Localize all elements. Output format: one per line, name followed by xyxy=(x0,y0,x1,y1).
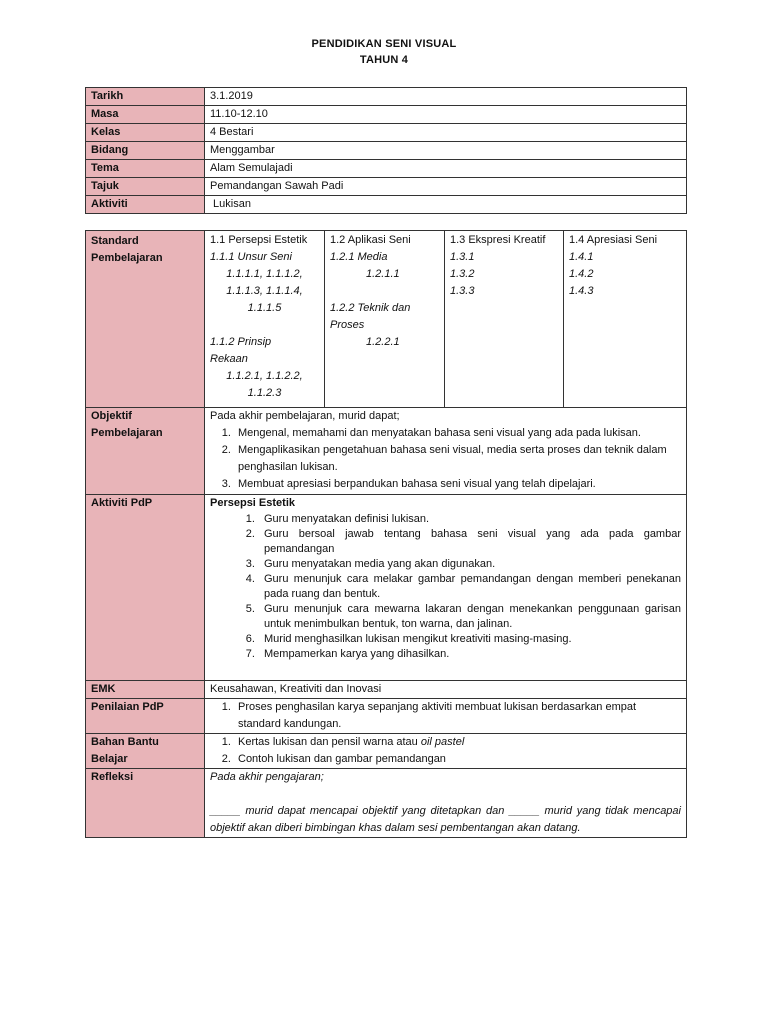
standard-label xyxy=(86,231,205,408)
info-label: Aktiviti xyxy=(86,196,205,214)
standard-items: 1.2.1.1 xyxy=(366,268,400,280)
standard-label-line1: Standard xyxy=(91,235,139,247)
lesson-info-table xyxy=(85,87,687,214)
objektif-row xyxy=(86,408,687,495)
aktiviti-item: 5. Guru menunjuk cara mewarna lakaran dengan menekankan penggunaan garisan untuk menimbulkan bentuk, ton warna, dan jalinan. xyxy=(258,602,681,632)
standard-item: 1.4.3 xyxy=(569,285,594,297)
bahan-row xyxy=(86,734,687,769)
standard-sub: 1.2.2 Teknik dan xyxy=(330,302,411,314)
bahan-label xyxy=(86,734,205,769)
aktiviti-row xyxy=(86,495,687,681)
emk-row xyxy=(86,681,687,699)
info-value: 11.10-12.10 xyxy=(205,106,687,124)
objektif-intro: Pada akhir pembelajaran, murid dapat; xyxy=(210,410,400,422)
bahan-label-line1: Bahan Bantu xyxy=(91,736,159,748)
standard-items: 1.1.1.5 xyxy=(247,302,282,314)
info-label: Tajuk xyxy=(86,178,205,196)
standard-sub: 1.1.2 Prinsip xyxy=(210,336,272,348)
standard-items: 1.1.2.3 xyxy=(247,387,282,399)
standard-item: 1.4.1 xyxy=(569,251,594,263)
info-value: Menggambar xyxy=(205,142,687,160)
bahan-item-italic: oil pastel xyxy=(420,736,465,748)
standard-heading: 1.2 Aplikasi Seni xyxy=(330,234,411,246)
info-label: Tema xyxy=(86,160,205,178)
objektif-item: 1. Mengenal, memahami dan menyatakan bahasa seni visual yang ada pada lukisan. xyxy=(234,425,681,442)
penilaian-content xyxy=(205,699,687,734)
emk-value: Keusahawan, Kreativiti dan Inovasi xyxy=(205,681,687,699)
info-value: Pemandangan Sawah Padi xyxy=(205,178,687,196)
standard-items: 1.2.2.1 xyxy=(366,336,400,348)
aktiviti-item: 4. Guru menunjuk cara melakar gambar pemandangan dengan memberi penekanan pada ruang dan bentuk. xyxy=(258,572,681,602)
standard-item: 1.3.1 xyxy=(450,251,475,263)
objektif-content xyxy=(205,408,687,495)
info-label: Tarikh xyxy=(86,88,205,106)
objektif-label xyxy=(86,408,205,495)
info-label: Kelas xyxy=(86,124,205,142)
standard-heading: 1.1 Persepsi Estetik xyxy=(210,234,308,246)
aktiviti-heading: Persepsi Estetik xyxy=(210,497,295,509)
aktiviti-item: 6. Murid menghasilkan lukisan mengikut kreativiti masing-masing. xyxy=(258,632,681,647)
penilaian-label: Penilaian PdP xyxy=(86,699,205,734)
info-value: 4 Bestari xyxy=(205,124,687,142)
info-label: Masa xyxy=(86,106,205,124)
standard-heading: 1.3 Ekspresi Kreatif xyxy=(450,234,546,246)
standard-item: 1.4.2 xyxy=(569,268,594,280)
info-row-kelas xyxy=(86,124,687,142)
standard-sub: 1.2.1 Media xyxy=(330,251,388,263)
info-row-aktiviti xyxy=(86,196,687,214)
info-row-bidang xyxy=(86,142,687,160)
penilaian-list xyxy=(210,699,681,733)
page-title: PENDIDIKAN SENI VISUAL xyxy=(311,38,457,50)
standard-sub: Rekaan xyxy=(210,353,248,365)
page-subtitle: TAHUN 4 xyxy=(359,54,409,66)
aktiviti-list xyxy=(210,512,681,662)
objektif-item: 3. Membuat apresiasi berpandukan bahasa seni visual yang telah dipelajari. xyxy=(234,476,681,493)
bahan-content xyxy=(205,734,687,769)
info-row-tajuk xyxy=(86,178,687,196)
objektif-label-line2: Pembelajaran xyxy=(91,427,163,439)
penilaian-item: 1. Proses penghasilan karya sepanjang aktiviti membuat lukisan berdasarkan empat standard kandungan. xyxy=(234,699,681,733)
standard-col-apresiasi xyxy=(564,231,687,408)
bahan-list xyxy=(210,734,681,768)
standard-sub: 1.1.1 Unsur Seni xyxy=(210,251,292,263)
standard-label-line2: Pembelajaran xyxy=(91,252,163,264)
penilaian-row xyxy=(86,699,687,734)
refleksi-row xyxy=(86,769,687,838)
aktiviti-label: Aktiviti PdP xyxy=(86,495,205,681)
info-value: Lukisan xyxy=(205,196,687,214)
standard-col-ekspresi xyxy=(445,231,564,408)
refleksi-intro: Pada akhir pengajaran; xyxy=(210,771,324,783)
objektif-label-line1: Objektif xyxy=(91,410,132,422)
bahan-item xyxy=(234,734,681,751)
lesson-detail-table xyxy=(85,230,687,838)
aktiviti-item: 1. Guru menyatakan definisi lukisan. xyxy=(258,512,681,527)
objektif-item: 2. Mengaplikasikan pengetahuan bahasa seni visual, media serta proses dan teknik dalam penghasilan lukisan. xyxy=(234,442,681,476)
standard-item: 1.3.2 xyxy=(450,268,475,280)
standard-sub: Proses xyxy=(330,319,365,331)
info-label: Bidang xyxy=(86,142,205,160)
standard-items: 1.1.1.1, 1.1.1.2, xyxy=(226,268,303,280)
standard-col-persepsi xyxy=(205,231,325,408)
info-row-tarikh xyxy=(86,88,687,106)
refleksi-body: _____ murid dapat mencapai objektif yang ditetapkan dan _____ murid yang tidak mencapai objektif akan diberi bimbingan khas dalam sesi pembentangan akan datang. xyxy=(210,805,681,834)
standard-col-aplikasi xyxy=(325,231,445,408)
standard-items: 1.1.2.1, 1.1.2.2, xyxy=(226,370,303,382)
standard-row xyxy=(86,231,687,408)
bahan-item-text: Kertas lukisan dan pensil warna atau xyxy=(238,736,421,748)
refleksi-content xyxy=(205,769,687,838)
info-row-tema xyxy=(86,160,687,178)
standard-item: 1.3.3 xyxy=(450,285,475,297)
info-row-masa xyxy=(86,106,687,124)
info-value: 3.1.2019 xyxy=(205,88,687,106)
aktiviti-item: 7. Mempamerkan karya yang dihasilkan. xyxy=(258,647,681,662)
emk-label: EMK xyxy=(86,681,205,699)
bahan-label-line2: Belajar xyxy=(91,753,128,765)
aktiviti-content xyxy=(205,495,687,681)
standard-heading: 1.4 Apresiasi Seni xyxy=(569,234,658,246)
bahan-item: 2. Contoh lukisan dan gambar pemandangan xyxy=(234,751,681,768)
aktiviti-item: 2. Guru bersoal jawab tentang bahasa seni visual yang ada pada gambar pemandangan xyxy=(258,527,681,557)
standard-items: 1.1.1.3, 1.1.1.4, xyxy=(226,285,303,297)
info-value: Alam Semulajadi xyxy=(205,160,687,178)
refleksi-label: Refleksi xyxy=(86,769,205,838)
aktiviti-item: 3. Guru menyatakan media yang akan digunakan. xyxy=(258,557,681,572)
objektif-list xyxy=(210,425,681,493)
